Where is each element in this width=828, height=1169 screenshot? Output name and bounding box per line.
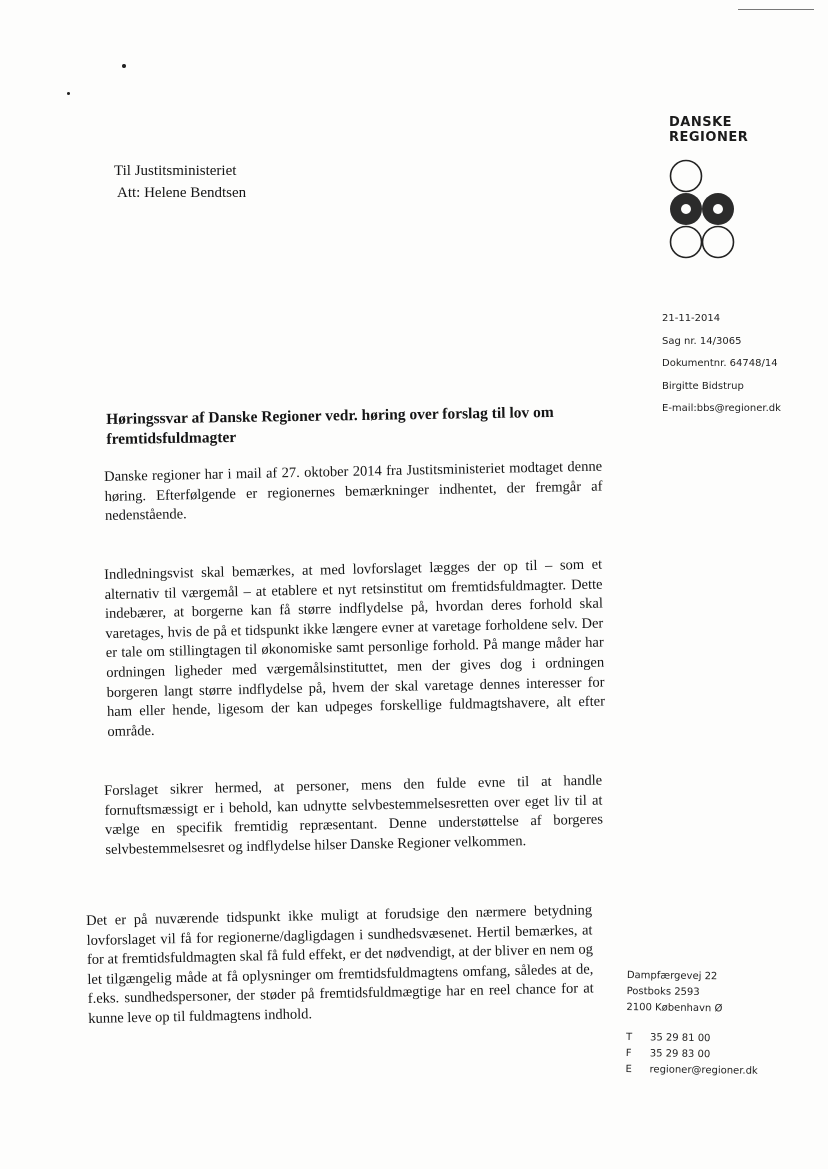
logo-circle bbox=[671, 161, 702, 192]
meta-case: Sag nr. 14/3065 bbox=[662, 335, 742, 347]
danske-regioner-logo-icon bbox=[660, 158, 740, 263]
letter-title: Høringssvar af Danske Regioner vedr. høring over forslag til lov om fremtidsfuldmagter bbox=[106, 403, 554, 448]
address-city: 2100 København Ø bbox=[626, 1001, 723, 1015]
logo-line-1: DANSKE bbox=[669, 115, 733, 130]
address-street: Dampfærgevej 22 bbox=[626, 969, 718, 983]
phone-label: T bbox=[625, 1031, 633, 1044]
logo-circle bbox=[703, 227, 734, 258]
scan-edge-line bbox=[738, 9, 814, 10]
body-paragraph: Danske regioner har i mail af 27. oktober 2014 fra Justitsministeriet modtaget denne høring. Efterfølgende er regionernes bemærkninger indhentet, der fremgår af nedenstående. bbox=[104, 458, 603, 525]
phone-row bbox=[626, 1030, 758, 1048]
letter-meta bbox=[662, 308, 781, 421]
logo-circle bbox=[713, 204, 723, 214]
logo-line-2: REGIONER bbox=[669, 130, 749, 145]
scan-speck bbox=[67, 92, 70, 95]
body-paragraph: Indledningsvist skal bemærkes, at med lovforslaget lægges der op til – som et alternativ til værgemål – at etablere et nyt retsinstitut om fremtidsfuldmagter. Dette indebærer, at borgerne kan få større indflydelse på, hvordan deres forhold skal varetages, hvis de på et tidspunkt ikke længere evner at varetage forholdene selv. Der er tale om stillingtagen til økonomiske samt personlige forhold. På mange måder har ordningen ligheder med værgemålsinstituttet, men der gives dog i ordningen borgeren langt større indflydelse på, hvem der skal varetage dennes interesser for ham eller hende, ligesom der kan udpeges forskellige fuldmagtshavere, alt efter område. bbox=[104, 556, 606, 740]
recipient-line: Til Justitsministeriet bbox=[114, 163, 237, 179]
meta-email: E-mail:bbs@regioner.dk bbox=[662, 403, 781, 414]
fax-row bbox=[626, 1046, 758, 1064]
contact-email: regioner@regioner.dk bbox=[649, 1064, 758, 1077]
body-paragraph: Det er på nuværende tidspunkt ikke muligt at forudsige den nærmere betydning lovforslaget vil få for regionerne/dagligdagen i sundhedsvæsenet. Hertil bemærkes, at for at fremtidsfuldmagten skal få fuld effekt, er det nødvendigt, at der bliver en nem og let tilgængelig måde at få oplysninger om fremtidsfuldmagtens omfang, således at de, f.eks. sundhedspersoner, der støder på fremtidsfuldmægtige har en reel chance for at kunne leve op til fuldmagtens indhold. bbox=[86, 902, 594, 1027]
meta-date: 21-11-2014 bbox=[662, 313, 721, 324]
body-paragraph: Forslaget sikrer hermed, at personer, mens den fulde evne til at handle fornuftsmæssigt er i behold, kan udnytte selvbestemmelsesretten over eget liv til at vælge en specifik fremtidig repræsentant. Denne understøttelse af borgeres selvbestemmelsesret og indflydelse hilser Danske Regioner velkommen. bbox=[104, 772, 604, 858]
logo-circle bbox=[681, 204, 691, 214]
logo-wordmark bbox=[669, 115, 748, 145]
email-label: E bbox=[625, 1063, 632, 1076]
sender-address-block bbox=[625, 968, 759, 1080]
email-row bbox=[625, 1062, 757, 1080]
recipient-block bbox=[114, 160, 246, 204]
fax-label: F bbox=[625, 1047, 632, 1060]
meta-document: Dokumentnr. 64748/14 bbox=[662, 358, 778, 369]
recipient-attention: Att: Helene Bendtsen bbox=[117, 185, 247, 201]
logo-circle bbox=[671, 227, 702, 258]
scan-speck bbox=[122, 64, 126, 68]
phone-number: 35 29 81 00 bbox=[649, 1032, 711, 1045]
fax-number: 35 29 83 00 bbox=[649, 1048, 711, 1061]
address-pobox: Postboks 2593 bbox=[626, 985, 700, 999]
meta-author: Birgitte Bidstrup bbox=[662, 380, 744, 392]
